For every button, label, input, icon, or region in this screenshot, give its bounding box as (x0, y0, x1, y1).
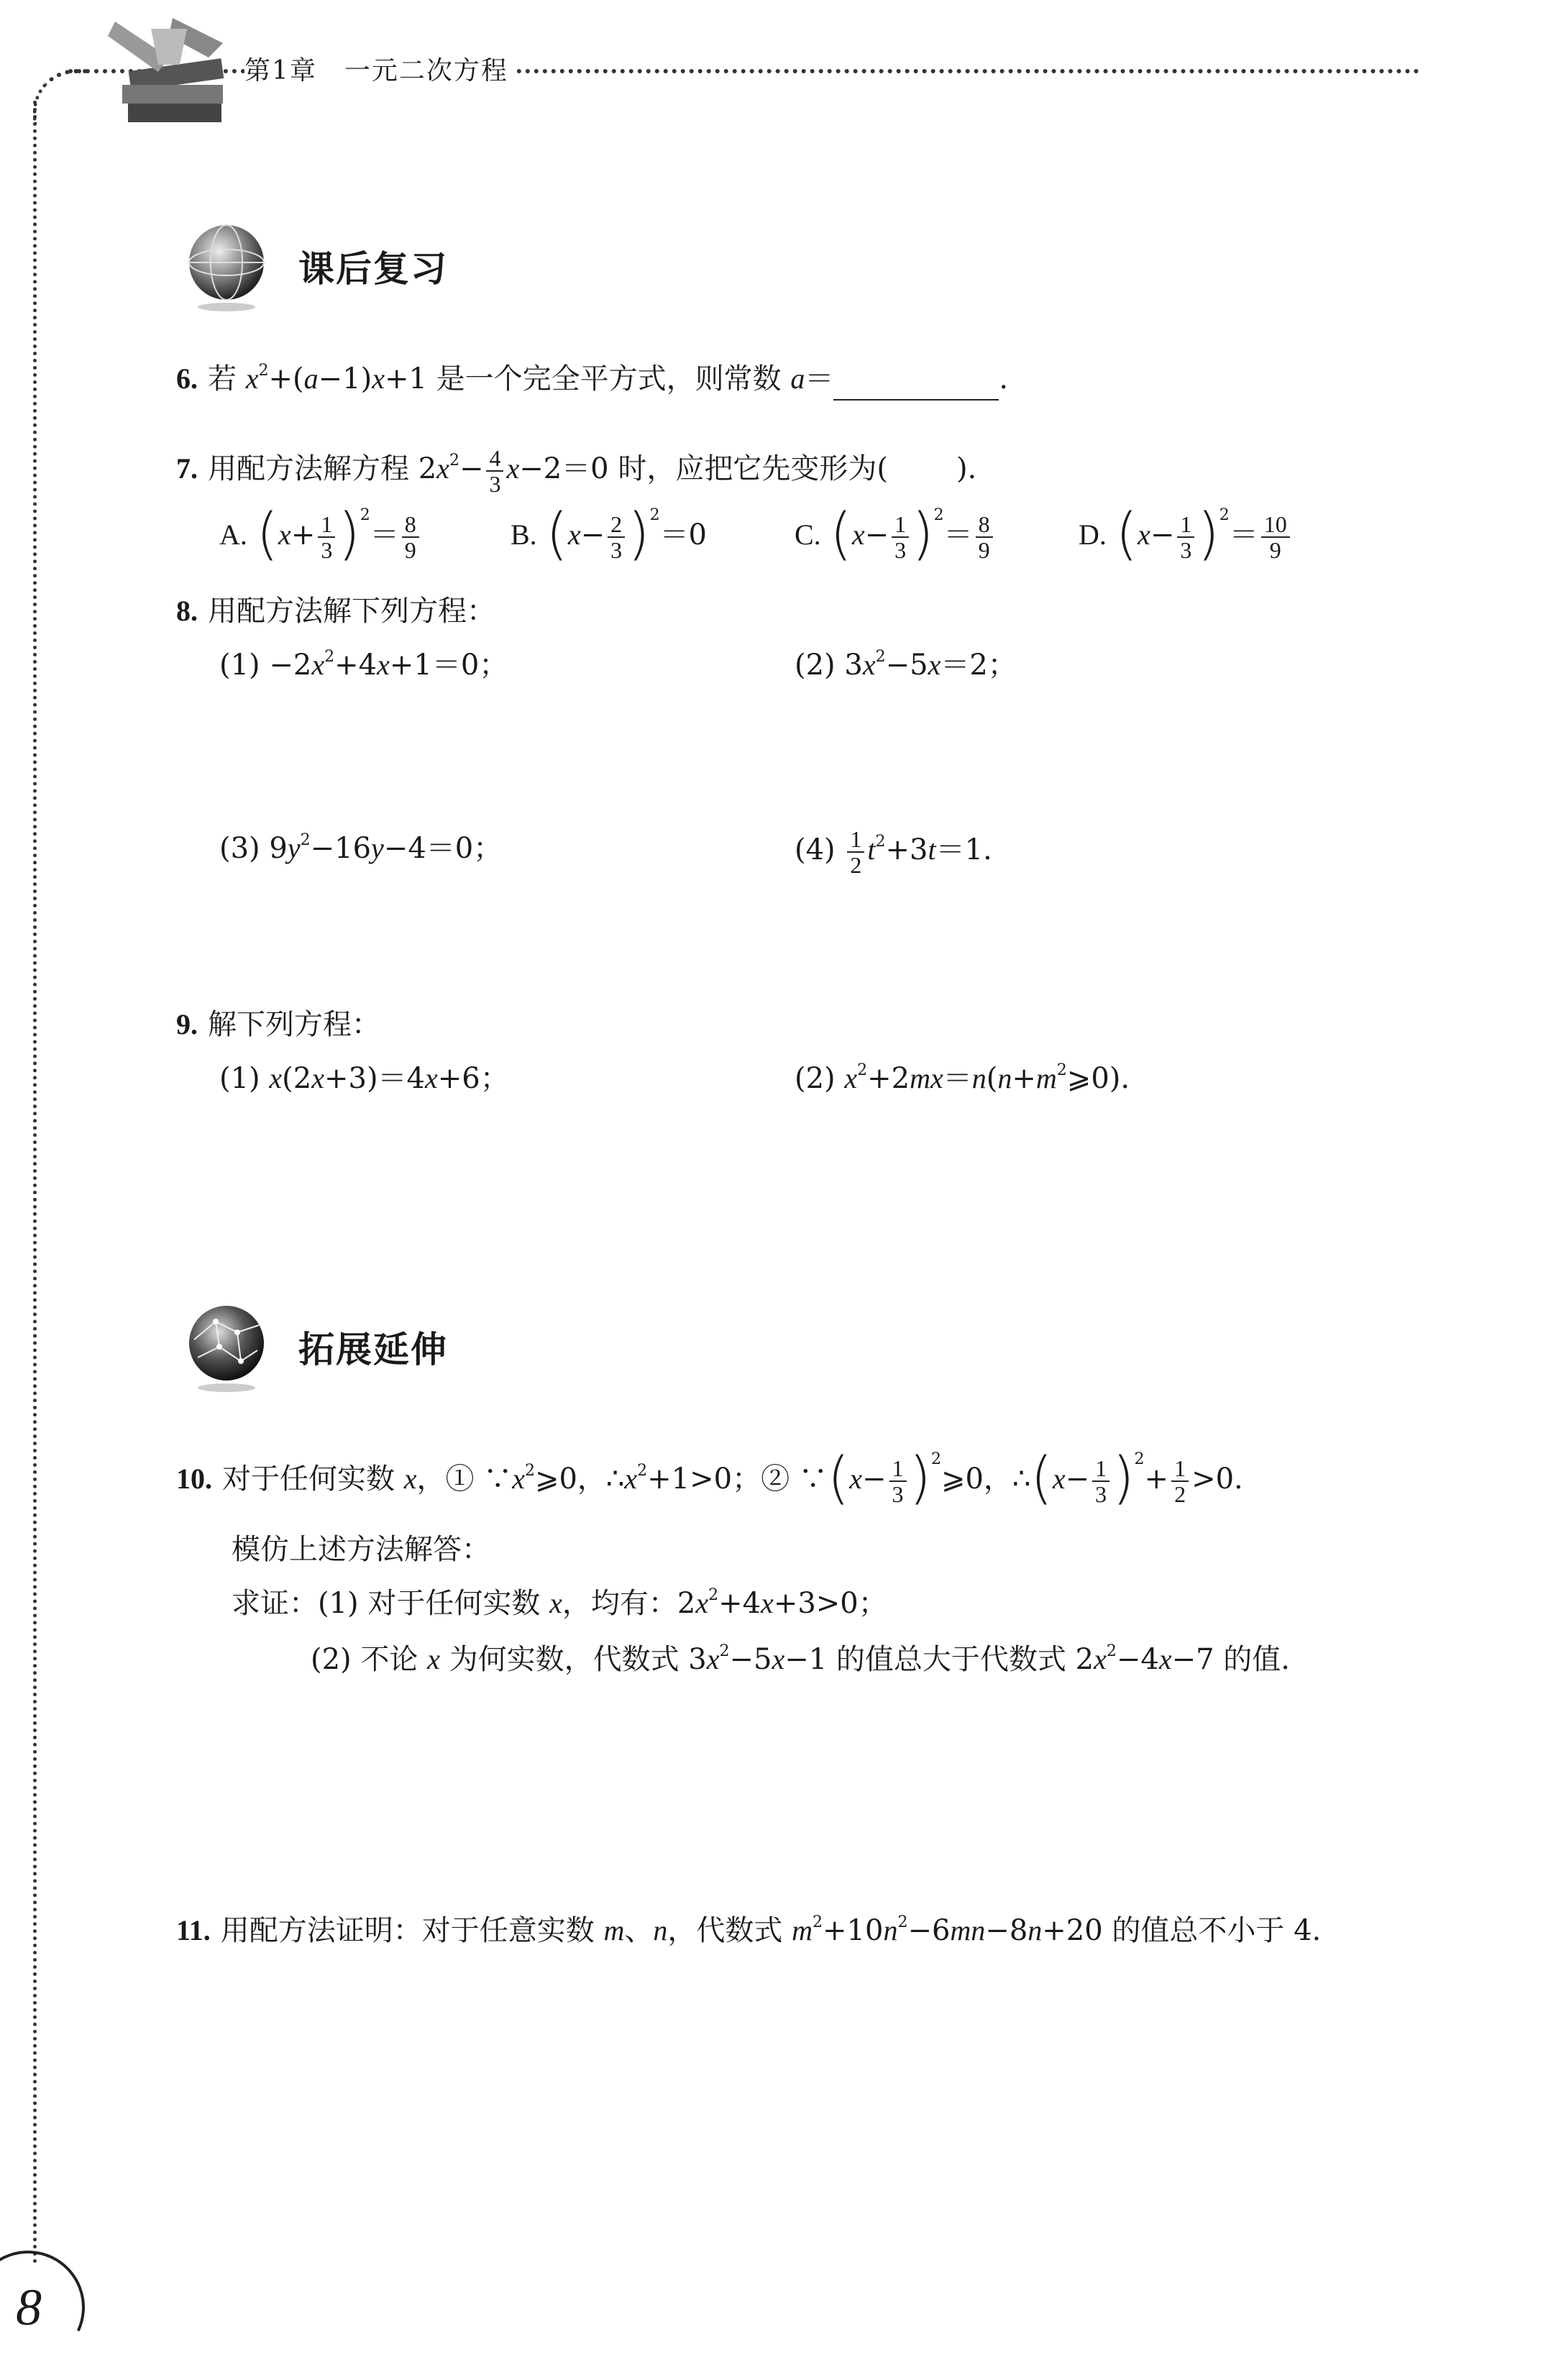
question-8: 8. 用配方法解下列方程： (176, 595, 495, 628)
question-10: 10. 对于任何实数 x，① $\because x^2⩾0$，$\therefore x^2+1>0$；② ∵(x− $\frac{1}{3}$ )$^2$⩾0，∴(x− $\frac{1}{3}$ )$^2$+ $\frac{1}{2}$ >0. (176, 1446, 1243, 1511)
question-8-part-1: $(1) -2x^2+4x+1=0$； (219, 648, 508, 682)
corner-dotted-rule (33, 69, 87, 124)
question-6: 6. 若 $x^2+(a-1)x+1$ 是一个完全平方式，则常数 a＝ . (176, 357, 1008, 401)
question-7: 7. 用配方法解方程 $2x^2-$ $\frac{4}{3}$ x−2＝0 时，应把它先变形为( ). (176, 445, 977, 497)
globe-network-icon (180, 1300, 273, 1393)
question-8-part-4: (4) $\frac{1}{2}$ $t^2+3t=1$. (795, 826, 992, 878)
books-icon (101, 14, 237, 129)
answer-blank[interactable] (833, 370, 999, 401)
question-11: 11. 用配方法证明：对于任意实数 m、n，代数式 $m^2+10n^2-6mn-8n+20$ 的值总不小于 4. (176, 1913, 1322, 1947)
question-9: 9. 解下列方程： (176, 1008, 380, 1041)
section-title: 拓展延伸 (298, 1329, 448, 1370)
question-10-part-2: (2) 不论 x 为何实数，代数式 $3x^2-5x-1$ 的值总大于代数式 $2x^2-4x-7$ 的值. (311, 1642, 1290, 1676)
option-b[interactable]: B. (x− $\frac{2}{3}$ )$^2$＝0 (511, 502, 708, 567)
question-10-instruction: 模仿上述方法解答： (232, 1533, 490, 1566)
left-dotted-rule (33, 101, 37, 2265)
option-d[interactable]: D. (x− $\frac{1}{3}$ )$^2$＝ $\frac{10}{9}$ (1079, 512, 1293, 562)
section-title: 课后复习 (298, 248, 448, 290)
question-10-part-1: 求证：(1) 对于任何实数 x，均有：$2x^2+4x+3>0$； (232, 1586, 887, 1620)
question-9-part-2: (2) $x^2+2mx=n(n+m^2⩾0)$. (795, 1061, 1130, 1095)
question-9-part-1: (1) x(2x+3)＝4x+6； (219, 1062, 509, 1095)
section-review (180, 219, 448, 313)
globe-icon (180, 219, 273, 313)
question-8-part-2: (2) $3x^2-5x=2$； (795, 648, 1017, 682)
chapter-title: 第1章 一元二次方程 (244, 50, 517, 87)
question-8-part-3: (3) $9y^2-16y-4=0$； (219, 831, 503, 865)
option-a[interactable]: A. (x+ $\frac{1}{3}$ )$^2$＝ $\frac{8}{9}$ (219, 512, 422, 562)
section-extension (180, 1300, 448, 1393)
page-number: 8 (16, 2279, 42, 2336)
option-c[interactable]: C. (x− $\frac{1}{3}$ )$^2$＝ $\frac{8}{9}$ (795, 512, 996, 562)
